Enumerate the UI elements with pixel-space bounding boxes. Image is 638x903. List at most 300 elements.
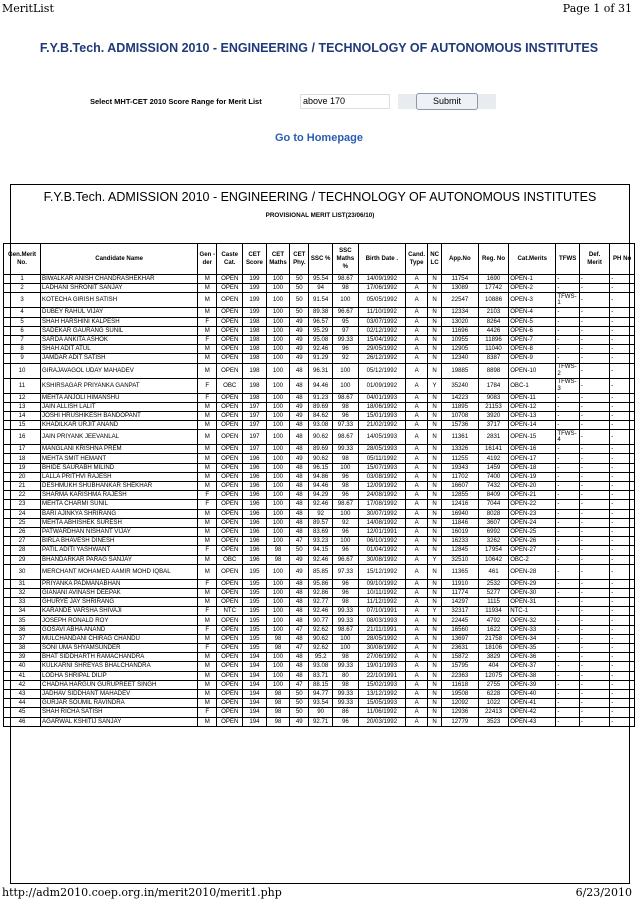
table-cell: 2532: [478, 579, 508, 588]
table-cell: 100: [266, 671, 290, 680]
column-header: NC LC: [428, 244, 441, 275]
table-cell: 96: [332, 717, 358, 726]
table-cell: M: [198, 564, 217, 579]
table-cell: M: [198, 402, 217, 411]
table-cell: -: [556, 421, 580, 430]
table-cell: 10/11/1992: [358, 588, 405, 597]
table-cell: 11696: [441, 326, 478, 335]
table-cell: OPEN-18: [509, 463, 556, 472]
table-cell: 92.46: [309, 607, 333, 616]
table-cell: 98: [266, 546, 290, 555]
table-cell: OPEN-16: [509, 445, 556, 454]
table-cell: 03/07/1992: [358, 317, 405, 326]
table-cell: 198: [243, 354, 267, 363]
table-cell: 15/02/1993: [358, 680, 405, 689]
table-cell: A: [405, 689, 427, 698]
table-cell: 95: [332, 317, 358, 326]
table-cell: -: [556, 275, 580, 284]
table-cell: 94: [309, 284, 333, 293]
table-cell: 92.46: [309, 345, 333, 354]
table-cell: A: [405, 308, 427, 317]
table-row: [4, 527, 635, 536]
column-header: Cand. Type: [405, 244, 427, 275]
table-cell: OPEN: [217, 472, 243, 481]
table-row: [4, 345, 635, 354]
table-cell: 100: [266, 402, 290, 411]
table-cell: A: [405, 588, 427, 597]
table-cell: 92: [332, 354, 358, 363]
table-cell: 96: [332, 345, 358, 354]
table-cell: 197: [243, 411, 267, 420]
table-cell: 37: [4, 634, 41, 643]
column-header: Caste Cat.: [217, 244, 243, 275]
table-cell: -: [579, 363, 609, 378]
table-cell: 100: [266, 326, 290, 335]
table-cell: 17: [4, 445, 41, 454]
table-cell: -: [579, 326, 609, 335]
table-cell: OBC-2: [509, 555, 556, 564]
table-cell: 94.46: [309, 378, 333, 393]
table-cell: -: [610, 689, 635, 698]
table-cell: 16607: [441, 482, 478, 491]
table-cell: A: [405, 402, 427, 411]
table-cell: 49: [290, 555, 309, 564]
table-cell: 16233: [441, 537, 478, 546]
table-cell: 47: [290, 625, 309, 634]
table-cell: 89.57: [309, 518, 333, 527]
table-cell: -: [556, 625, 580, 634]
table-cell: M: [198, 284, 217, 293]
table-cell: M: [198, 430, 217, 445]
table-cell: 48: [290, 378, 309, 393]
table-cell: 100: [332, 363, 358, 378]
table-cell: -: [556, 527, 580, 536]
table-cell: M: [198, 671, 217, 680]
table-cell: 9083: [478, 393, 508, 402]
table-cell: 199: [243, 284, 267, 293]
table-cell: OPEN: [217, 326, 243, 335]
table-cell: -: [556, 472, 580, 481]
column-header: CET Maths: [266, 244, 290, 275]
table-cell: 30/08/1992: [358, 644, 405, 653]
table-cell: OPEN: [217, 345, 243, 354]
table-cell: A: [405, 607, 427, 616]
table-cell: N: [428, 708, 441, 717]
column-header: SSC %: [309, 244, 333, 275]
table-cell: N: [428, 402, 441, 411]
table-cell: 100: [266, 527, 290, 536]
table-cell: 38: [4, 644, 41, 653]
table-cell: -: [610, 500, 635, 509]
table-cell: 15/05/1993: [358, 699, 405, 708]
table-cell: 93.54: [309, 699, 333, 708]
table-cell: 11754: [441, 275, 478, 284]
table-cell: 83.69: [309, 527, 333, 536]
table-cell: 96.67: [332, 308, 358, 317]
table-cell: 15/07/1993: [358, 463, 405, 472]
table-cell: 100: [266, 598, 290, 607]
table-cell: M: [198, 598, 217, 607]
table-cell: 12936: [441, 708, 478, 717]
table-cell: 194: [243, 680, 267, 689]
table-cell: -: [610, 345, 635, 354]
table-cell: -: [610, 625, 635, 634]
table-cell: OPEN-15: [509, 430, 556, 445]
table-cell: 17742: [478, 284, 508, 293]
table-cell: 14: [4, 411, 41, 420]
table-cell: 49: [290, 402, 309, 411]
table-cell: -: [579, 588, 609, 597]
table-cell: A: [405, 708, 427, 717]
table-cell: 80: [332, 671, 358, 680]
table-cell: -: [556, 445, 580, 454]
table-cell: 50: [290, 699, 309, 708]
table-cell: 100: [266, 518, 290, 527]
table-cell: OPEN: [217, 527, 243, 536]
table-cell: 196: [243, 518, 267, 527]
table-cell: 48: [290, 463, 309, 472]
table-cell: 100: [266, 363, 290, 378]
table-cell: 48: [290, 579, 309, 588]
table-cell: -: [556, 689, 580, 698]
table-cell: N: [428, 354, 441, 363]
column-header: SSC Maths %: [332, 244, 358, 275]
table-cell: 16: [4, 430, 41, 445]
table-cell: 2755: [478, 680, 508, 689]
table-cell: -: [579, 579, 609, 588]
table-cell: 24: [4, 509, 41, 518]
table-cell: 48: [290, 509, 309, 518]
table-cell: OPEN: [217, 335, 243, 344]
table-row: [4, 326, 635, 335]
table-cell: 30/07/1992: [358, 509, 405, 518]
table-cell: A: [405, 326, 427, 335]
table-cell: 195: [243, 625, 267, 634]
table-cell: -: [556, 345, 580, 354]
table-cell: N: [428, 411, 441, 420]
table-cell: M: [198, 411, 217, 420]
table-cell: 98: [332, 680, 358, 689]
table-cell: 12340: [441, 354, 478, 363]
table-cell: 16560: [441, 625, 478, 634]
table-cell: 16141: [478, 445, 508, 454]
table-cell: -: [610, 671, 635, 680]
table-cell: OPEN: [217, 393, 243, 402]
table-cell: 100: [266, 284, 290, 293]
table-cell: OPEN: [217, 275, 243, 284]
table-cell: 194: [243, 708, 267, 717]
column-header: Gen -der: [198, 244, 217, 275]
table-cell: 100: [266, 579, 290, 588]
table-cell: 98.67: [332, 625, 358, 634]
table-cell: 3717: [478, 421, 508, 430]
table-cell: TFWS-4: [556, 430, 580, 445]
table-cell: N: [428, 500, 441, 509]
table-row: [4, 588, 635, 597]
table-cell: -: [579, 378, 609, 393]
table-cell: 100: [266, 500, 290, 509]
table-cell: 17954: [478, 546, 508, 555]
table-cell: -: [579, 509, 609, 518]
table-cell: 4426: [478, 326, 508, 335]
table-cell: -: [610, 445, 635, 454]
table-row: [4, 579, 635, 588]
table-cell: KSHIRSAGAR PRIYANKA GANPAT: [41, 378, 198, 393]
table-cell: OPEN-32: [509, 616, 556, 625]
table-cell: OPEN: [217, 518, 243, 527]
table-cell: 26/12/1992: [358, 354, 405, 363]
table-cell: 48: [290, 518, 309, 527]
table-cell: 31: [4, 579, 41, 588]
table-cell: M: [198, 680, 217, 689]
table-row: [4, 616, 635, 625]
table-cell: 6: [4, 326, 41, 335]
table-cell: 94.29: [309, 491, 333, 500]
table-cell: AGARWAL KSHITIJ SANJAY: [41, 717, 198, 726]
table-cell: A: [405, 378, 427, 393]
table-cell: -: [556, 509, 580, 518]
table-cell: -: [579, 445, 609, 454]
table-row: [4, 363, 635, 378]
table-cell: N: [428, 454, 441, 463]
table-cell: 19343: [441, 463, 478, 472]
table-cell: M: [198, 421, 217, 430]
table-cell: 196: [243, 454, 267, 463]
table-cell: 100: [266, 653, 290, 662]
table-cell: 4792: [478, 616, 508, 625]
table-cell: 48: [290, 491, 309, 500]
table-cell: A: [405, 653, 427, 662]
table-cell: 50: [290, 284, 309, 293]
table-header-row: [4, 244, 635, 275]
table-cell: 94.86: [309, 472, 333, 481]
submit-button[interactable]: Submit: [416, 93, 478, 110]
table-cell: 7400: [478, 472, 508, 481]
table-cell: OPEN: [217, 411, 243, 420]
table-cell: -: [556, 680, 580, 689]
table-row: [4, 354, 635, 363]
table-cell: -: [579, 393, 609, 402]
table-cell: A: [405, 634, 427, 643]
table-cell: 100: [266, 308, 290, 317]
table-cell: 100: [266, 393, 290, 402]
table-cell: -: [610, 537, 635, 546]
table-cell: 100: [266, 317, 290, 326]
table-cell: LADHANI SHRONIT SANJAY: [41, 284, 198, 293]
table-cell: 100: [266, 564, 290, 579]
table-cell: 48: [290, 393, 309, 402]
table-cell: 6992: [478, 527, 508, 536]
table-cell: 05/05/1992: [358, 293, 405, 308]
table-cell: M: [198, 308, 217, 317]
table-cell: 194: [243, 653, 267, 662]
table-cell: A: [405, 509, 427, 518]
score-range-label: Select MHT-CET 2010 Score Range for Merit List: [90, 97, 262, 106]
table-cell: 91.29: [309, 354, 333, 363]
table-cell: 02/12/1992: [358, 326, 405, 335]
table-cell: N: [428, 482, 441, 491]
table-cell: -: [610, 491, 635, 500]
table-cell: M: [198, 662, 217, 671]
table-cell: 21758: [478, 634, 508, 643]
table-cell: OPEN: [217, 662, 243, 671]
table-cell: SONI UMA SHYAMSUNDER: [41, 644, 198, 653]
table-cell: N: [428, 472, 441, 481]
table-cell: A: [405, 430, 427, 445]
table-cell: OPEN-1: [509, 275, 556, 284]
table-cell: N: [428, 393, 441, 402]
table-cell: 28/05/1992: [358, 634, 405, 643]
table-cell: 98: [332, 598, 358, 607]
table-row: [4, 680, 635, 689]
score-range-select[interactable]: above 170: [300, 94, 390, 109]
table-cell: -: [610, 378, 635, 393]
table-cell: -: [610, 293, 635, 308]
table-cell: A: [405, 491, 427, 500]
table-cell: 13697: [441, 634, 478, 643]
table-cell: 06/10/1992: [358, 537, 405, 546]
table-cell: -: [556, 500, 580, 509]
table-cell: -: [610, 699, 635, 708]
table-cell: 94.46: [309, 482, 333, 491]
table-cell: 48: [290, 634, 309, 643]
table-cell: SADEKAR GAURANG SUNIL: [41, 326, 198, 335]
table-cell: 19/01/1993: [358, 662, 405, 671]
table-cell: 48: [290, 671, 309, 680]
table-cell: M: [198, 518, 217, 527]
table-cell: 8: [4, 345, 41, 354]
table-cell: NTC-1: [509, 607, 556, 616]
table-cell: 43: [4, 689, 41, 698]
table-cell: 90.62: [309, 430, 333, 445]
table-cell: OPEN-29: [509, 579, 556, 588]
table-cell: 196: [243, 500, 267, 509]
table-cell: 33: [4, 598, 41, 607]
table-cell: 11896: [478, 335, 508, 344]
table-row: [4, 555, 635, 564]
homepage-link[interactable]: Go to Homepage: [274, 132, 363, 144]
table-cell: 47: [290, 680, 309, 689]
table-cell: F: [198, 393, 217, 402]
table-cell: 100: [266, 421, 290, 430]
table-cell: -: [610, 411, 635, 420]
table-cell: 50: [290, 708, 309, 717]
table-cell: 12855: [441, 491, 478, 500]
table-row: [4, 699, 635, 708]
table-cell: M: [198, 275, 217, 284]
table-cell: 197: [243, 421, 267, 430]
table-cell: -: [579, 689, 609, 698]
table-cell: OPEN-26: [509, 537, 556, 546]
table-cell: 11934: [478, 607, 508, 616]
column-header: Gen.Merit No.: [4, 244, 41, 275]
table-cell: -: [556, 317, 580, 326]
table-cell: 99.33: [332, 662, 358, 671]
table-cell: A: [405, 717, 427, 726]
table-cell: 13020: [441, 317, 478, 326]
table-cell: -: [610, 482, 635, 491]
table-cell: 15872: [441, 653, 478, 662]
table-cell: -: [610, 607, 635, 616]
table-cell: 18/06/1992: [358, 402, 405, 411]
table-cell: LODHA SHRIPAL DILIP: [41, 671, 198, 680]
table-cell: 100: [266, 335, 290, 344]
table-cell: -: [610, 527, 635, 536]
table-cell: 89.38: [309, 308, 333, 317]
table-cell: OPEN-40: [509, 689, 556, 698]
table-cell: -: [556, 393, 580, 402]
table-cell: A: [405, 345, 427, 354]
column-header: Def. Merit: [579, 244, 609, 275]
table-cell: 197: [243, 430, 267, 445]
table-cell: 3262: [478, 537, 508, 546]
table-cell: OPEN: [217, 537, 243, 546]
table-cell: 4: [4, 308, 41, 317]
table-cell: N: [428, 662, 441, 671]
table-cell: 90.77: [309, 616, 333, 625]
table-cell: 29/05/1992: [358, 345, 405, 354]
table-cell: OPEN: [217, 430, 243, 445]
table-cell: M: [198, 293, 217, 308]
table-cell: OPEN-23: [509, 509, 556, 518]
table-cell: -: [556, 699, 580, 708]
table-cell: M: [198, 354, 217, 363]
table-cell: OPEN: [217, 500, 243, 509]
table-cell: 97.33: [332, 421, 358, 430]
table-row: [4, 644, 635, 653]
table-cell: -: [556, 402, 580, 411]
table-cell: 100: [266, 445, 290, 454]
table-cell: -: [556, 662, 580, 671]
table-cell: OBC: [217, 378, 243, 393]
table-cell: -: [556, 308, 580, 317]
table-cell: OPEN: [217, 317, 243, 326]
table-cell: 100: [266, 509, 290, 518]
table-cell: -: [579, 598, 609, 607]
table-cell: 93.08: [309, 662, 333, 671]
table-cell: 48: [290, 472, 309, 481]
table-cell: N: [428, 689, 441, 698]
table-cell: N: [428, 284, 441, 293]
table-cell: 10642: [478, 555, 508, 564]
table-cell: F: [198, 317, 217, 326]
table-cell: 196: [243, 482, 267, 491]
table-cell: M: [198, 509, 217, 518]
table-cell: GHURYE JAY SHRIRANG: [41, 598, 198, 607]
table-cell: DUBEY RAHUL VIJAY: [41, 308, 198, 317]
table-cell: 48: [290, 421, 309, 430]
table-cell: OPEN: [217, 284, 243, 293]
table-cell: -: [556, 671, 580, 680]
table-cell: N: [428, 598, 441, 607]
table-row: [4, 482, 635, 491]
table-cell: -: [579, 653, 609, 662]
table-cell: 49: [290, 335, 309, 344]
table-cell: N: [428, 491, 441, 500]
table-cell: 22445: [441, 616, 478, 625]
table-cell: 100: [266, 491, 290, 500]
table-cell: -: [556, 354, 580, 363]
table-cell: 100: [266, 378, 290, 393]
table-cell: 49: [290, 317, 309, 326]
table-cell: A: [405, 284, 427, 293]
table-cell: OPEN: [217, 491, 243, 500]
table-cell: 19: [4, 463, 41, 472]
table-cell: OPEN: [217, 588, 243, 597]
table-cell: OBC: [217, 555, 243, 564]
table-cell: GIRAJAVAGOL UDAY MAHADEV: [41, 363, 198, 378]
table-cell: OPEN: [217, 402, 243, 411]
